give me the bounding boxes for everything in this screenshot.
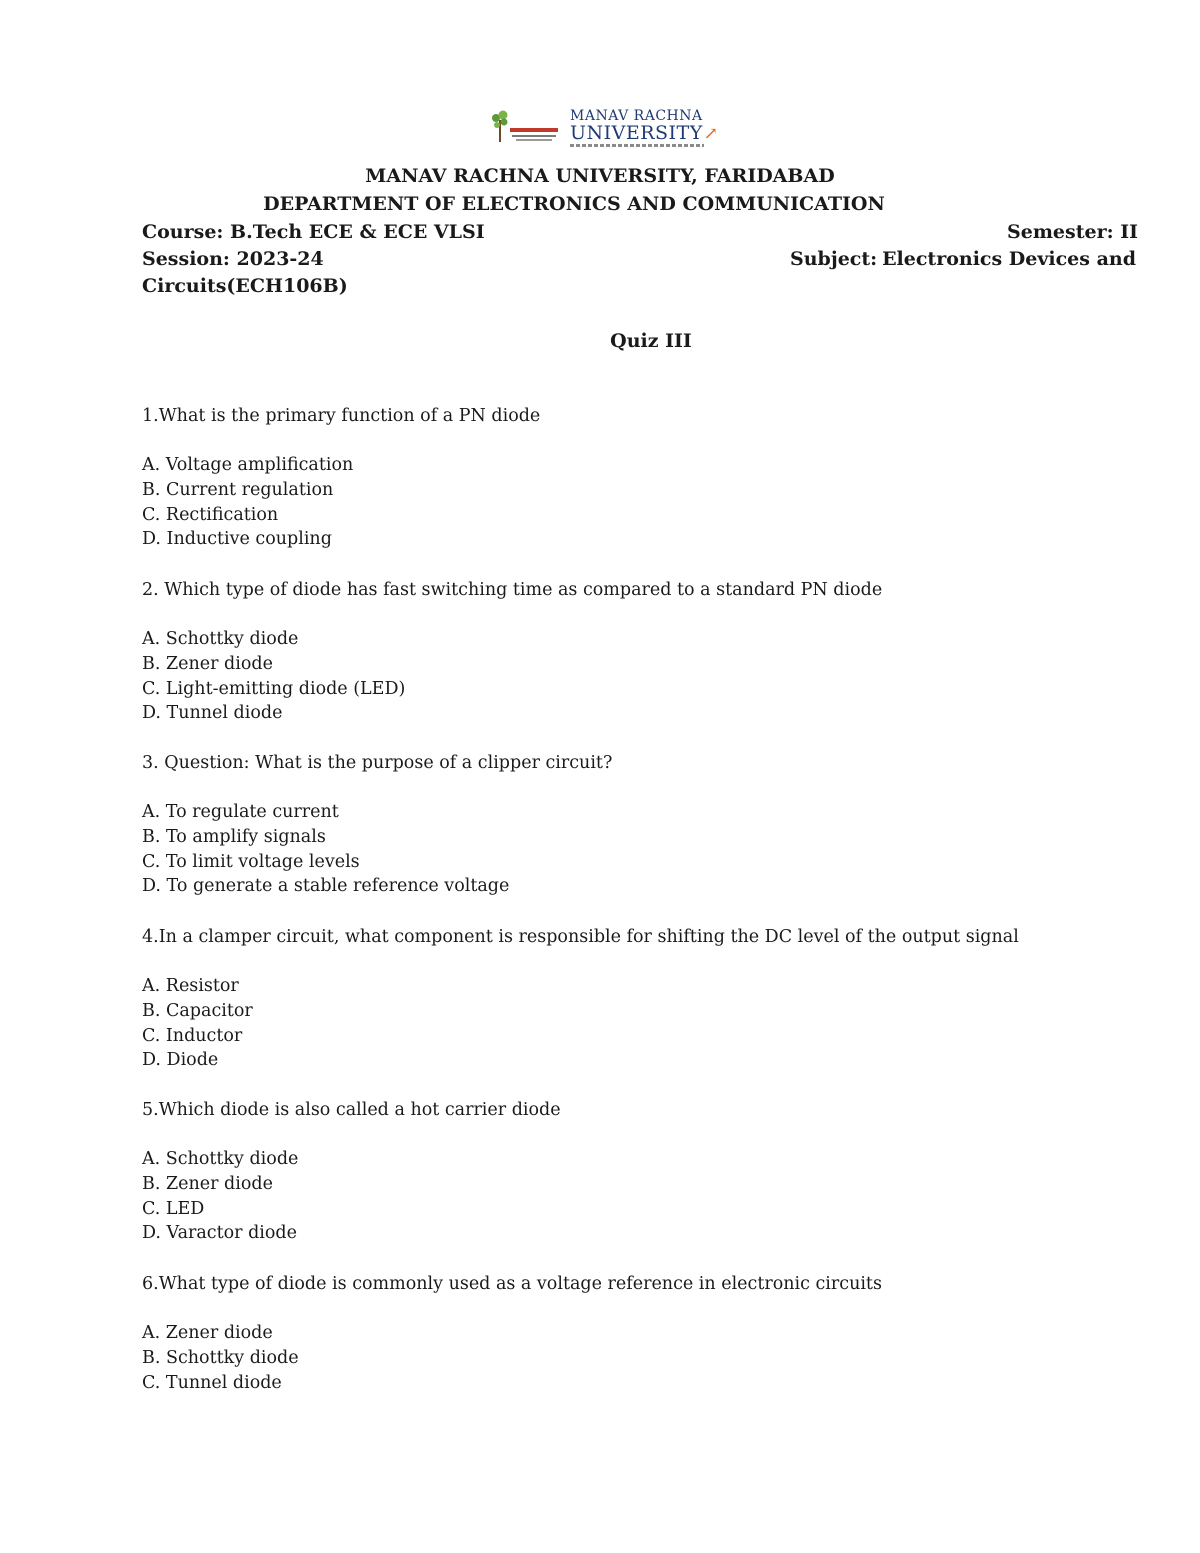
arrow-icon: ↗ — [703, 124, 719, 144]
question-block — [142, 925, 1142, 1073]
option: A. Zener diode — [142, 1323, 273, 1343]
option-list — [142, 1321, 1142, 1395]
question-text: 4.In a clamper circuit, what component is responsible for shifting the DC level of the output signal — [142, 927, 1019, 947]
option: A. Schottky diode — [142, 629, 299, 649]
option-list — [142, 974, 1142, 1073]
question-text: 6.What type of diode is commonly used as a voltage reference in electronic circuits — [142, 1274, 882, 1294]
logo-name-line2-text: UNIVERSITY — [570, 122, 703, 144]
logo-tagline — [570, 144, 704, 147]
option: A. To regulate current — [142, 802, 339, 822]
option: C. Tunnel diode — [142, 1372, 282, 1393]
subject-continuation: Circuits(ECH106B) — [142, 275, 348, 297]
option: B. Zener diode — [142, 1173, 273, 1194]
option: A. Schottky diode — [142, 1149, 299, 1169]
question-block — [142, 751, 1142, 899]
option-list — [142, 800, 1142, 899]
question-text: 1.What is the primary function of a PN diode — [142, 406, 541, 426]
subject-label: Subject: — [790, 248, 878, 270]
question-text: 5.Which diode is also called a hot carrier diode — [142, 1100, 561, 1120]
option: A. Resistor — [142, 976, 239, 996]
option: B. Schottky diode — [142, 1347, 299, 1368]
tree-emblem-icon — [488, 108, 564, 152]
option-list — [142, 453, 1142, 552]
option: D. Inductive coupling — [142, 529, 332, 550]
subject-value: Electronics Devices and — [882, 248, 1136, 270]
option: C. Inductor — [142, 1025, 243, 1046]
option: A. Voltage amplification — [142, 455, 354, 475]
question-block — [142, 578, 1142, 726]
question-text: 3. Question: What is the purpose of a clipper circuit? — [142, 753, 613, 773]
question-block — [142, 1272, 1142, 1395]
option: B. Current regulation — [142, 479, 334, 500]
question-text: 2. Which type of diode has fast switching time as compared to a standard PN diode — [142, 580, 883, 600]
option: B. Zener diode — [142, 653, 273, 674]
option-list — [142, 1147, 1142, 1246]
option: B. To amplify signals — [142, 826, 326, 847]
question-block — [142, 1098, 1142, 1246]
quiz-title: Quiz III — [610, 330, 692, 352]
option: D. Varactor diode — [142, 1223, 297, 1244]
option: D. Tunnel diode — [142, 703, 283, 724]
option: C. To limit voltage levels — [142, 851, 360, 872]
logo-wordmark — [570, 108, 719, 152]
option-list — [142, 627, 1142, 726]
logo-name-line2 — [570, 122, 719, 144]
option: D. To generate a stable reference voltage — [142, 876, 510, 897]
option: C. Rectification — [142, 504, 279, 525]
option: C. LED — [142, 1198, 205, 1219]
semester-info: Semester: II — [1007, 221, 1138, 243]
department-title: DEPARTMENT OF ELECTRONICS AND COMMUNICATION — [263, 193, 885, 215]
university-logo — [488, 106, 719, 154]
option: C. Light-emitting diode (LED) — [142, 678, 406, 699]
session-info: Session: 2023-24 — [142, 248, 324, 270]
course-info: Course: B.Tech ECE & ECE VLSI — [142, 221, 485, 243]
option: D. Diode — [142, 1050, 219, 1071]
question-block — [142, 404, 1142, 552]
logo-name-line1: MANAV RACHNA — [570, 108, 703, 124]
university-title: MANAV RACHNA UNIVERSITY, FARIDABAD — [365, 165, 835, 187]
option: B. Capacitor — [142, 1000, 253, 1021]
